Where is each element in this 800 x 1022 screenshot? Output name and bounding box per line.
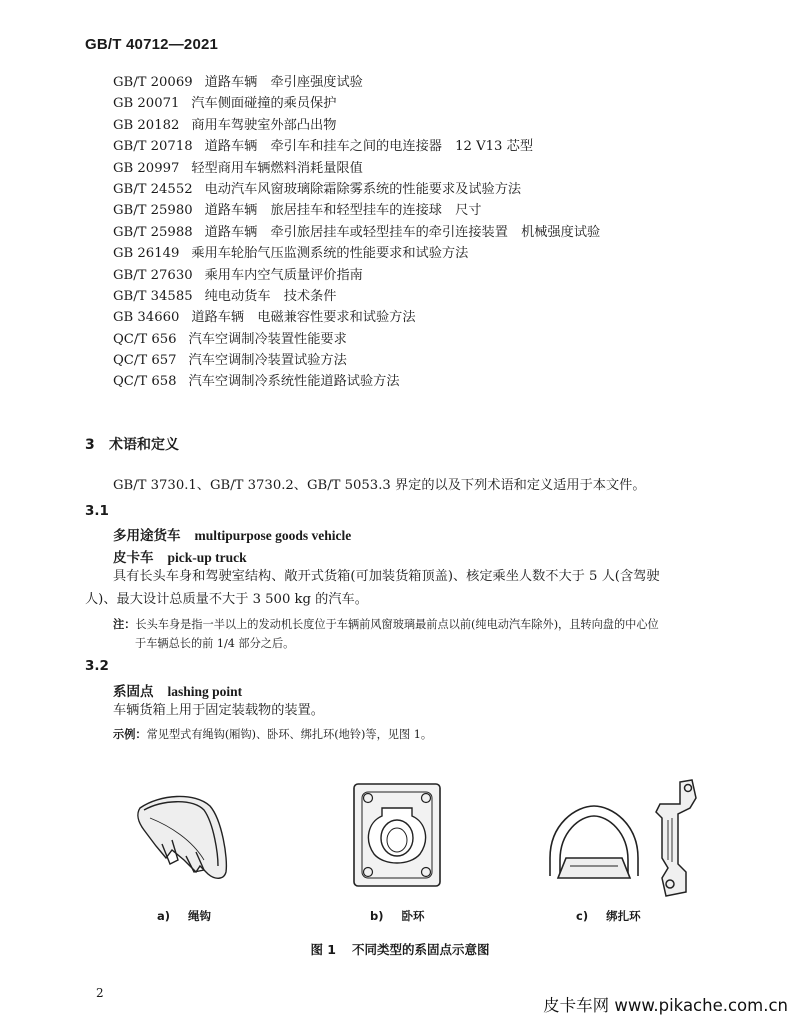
reference-item [113, 222, 733, 243]
alt-term-zh: 皮卡车 [113, 550, 154, 566]
note-text: 长头车身是指一半以上的发动机长度位于车辆前风窗玻璃最前点以前(纯电动汽车除外)，且转向盘的中心位 [135, 618, 659, 631]
definition-line: 车辆货箱上用于固定装载物的装置。 [113, 703, 324, 718]
reference-title: 电动汽车风窗玻璃除霜除雾系统的性能要求及试验方法 [204, 181, 522, 197]
reference-code: GB 26149 [113, 246, 180, 262]
reference-item [113, 307, 733, 328]
reference-title: 道路车辆 牵引车和挂车之间的电连接器 12 V13 芯型 [204, 139, 534, 155]
definition-line: 具有长头车身和驾驶室结构、敞开式货箱(可加装货箱顶盖)、核定乘坐人数不大于 5 人(含驾驶 [113, 569, 660, 584]
reference-title: 道路车辆 电磁兼容性要求和试验方法 [191, 310, 416, 326]
recessed-ring-drawing [354, 784, 440, 886]
reference-item [113, 329, 733, 350]
term-heading [113, 524, 351, 544]
reference-title: 轻型商用车辆燃料消耗量限值 [191, 160, 363, 176]
reference-item [113, 72, 733, 93]
reference-item [113, 158, 733, 179]
subfigure-name: 绳钩 [188, 909, 212, 923]
figure-number: 图 1 [310, 942, 337, 957]
reference-title: 道路车辆 牵引旅居挂车或轻型挂车的牵引连接装置 机械强度试验 [204, 224, 601, 240]
reference-item [113, 243, 733, 264]
reference-title: 汽车空调制冷装置性能要求 [188, 331, 347, 347]
subfigure-letter: b) [370, 909, 384, 923]
reference-code: QC/T 658 [113, 374, 177, 390]
subfigure-name: 绑扎环 [606, 909, 641, 923]
reference-code: QC/T 656 [113, 331, 177, 347]
section-heading [85, 434, 179, 454]
example-label: 示例： [113, 727, 147, 741]
subfigure-name: 卧环 [401, 909, 425, 923]
note-continuation: 于车辆总长的前 1/4 部分之后。 [135, 637, 295, 650]
reference-title: 商用车驾驶室外部凸出物 [191, 117, 337, 133]
term-en: multipurpose goods vehicle [194, 528, 352, 543]
reference-item [113, 136, 733, 157]
reference-code: GB/T 20069 [113, 75, 193, 90]
reference-title: 纯电动货车 技术条件 [204, 288, 337, 304]
reference-code: GB/T 20718 [113, 139, 193, 155]
reference-code: GB/T 25980 [113, 203, 193, 219]
figure-caption-text: 不同类型的系固点示意图 [352, 942, 490, 957]
alt-term-en: pick-up truck [167, 550, 247, 565]
term-zh: 多用途货车 [113, 528, 181, 544]
subfigure-letter: c) [576, 909, 589, 923]
reference-item [113, 265, 733, 286]
normative-reference-list [113, 72, 733, 393]
reference-code: GB 20182 [113, 117, 180, 133]
reference-code: GB 20071 [113, 96, 180, 112]
note [113, 614, 659, 635]
section-number: 3 [85, 437, 95, 453]
reference-code: GB/T 34585 [113, 288, 193, 304]
rope-hook-drawing [138, 796, 226, 878]
site-watermark: 皮卡车网 www.pikache.com.cn [543, 996, 788, 1015]
reference-code: GB/T 24552 [113, 181, 193, 197]
definition-line: 人)、最大设计总质量不大于 3 500 kg 的汽车。 [85, 592, 368, 607]
reference-item [113, 200, 733, 221]
lashing-strap-drawing [656, 780, 696, 896]
reference-item [113, 93, 733, 114]
subfigure-a-label [157, 908, 211, 924]
reference-item [113, 115, 733, 136]
reference-item [113, 286, 733, 307]
reference-code: GB 34660 [113, 310, 180, 326]
reference-title: 汽车侧面碰撞的乘员保护 [191, 96, 337, 112]
reference-title: 乘用车内空气质量评价指南 [204, 267, 363, 283]
reference-code: QC/T 657 [113, 353, 177, 369]
figure-caption [0, 940, 800, 958]
term-en: lashing point [167, 684, 243, 699]
reference-code: GB/T 25988 [113, 224, 193, 240]
d-ring-drawing [550, 806, 638, 878]
example-text: 常见型式有绳钩(厢钩)、卧环、绑扎环(地铃)等，见图 1。 [146, 728, 433, 741]
clause-number: 3.1 [85, 503, 109, 519]
example [113, 724, 432, 745]
alt-term-heading [113, 546, 247, 566]
clause-number: 3.2 [85, 658, 109, 674]
reference-code: GB/T 27630 [113, 267, 193, 283]
subfigure-letter: a) [157, 909, 171, 923]
reference-code: GB 20997 [113, 160, 180, 176]
section-title: 术语和定义 [109, 437, 179, 453]
reference-title: 道路车辆 旅居挂车和轻型挂车的连接球 尺寸 [204, 203, 482, 219]
page-number: 2 [96, 986, 104, 1000]
reference-item [113, 350, 733, 371]
term-zh: 系固点 [113, 684, 154, 700]
reference-item [113, 371, 733, 392]
reference-title: 乘用车轮胎气压监测系统的性能要求和试验方法 [191, 246, 469, 262]
term-heading [113, 680, 242, 700]
subfigure-b-label [370, 908, 425, 924]
reference-title: 道路车辆 牵引座强度试验 [204, 75, 363, 90]
standard-code-header: GB/T 40712—2021 [85, 36, 219, 53]
section-intro: GB/T 3730.1、GB/T 3730.2、GB/T 5053.3 界定的以及下列术语和定义适用于本文件。 [113, 478, 646, 493]
subfigure-c-label [576, 908, 641, 924]
reference-title: 汽车空调制冷系统性能道路试验方法 [188, 374, 400, 390]
reference-item [113, 179, 733, 200]
reference-title: 汽车空调制冷装置试验方法 [188, 353, 347, 369]
note-label: 注： [113, 617, 136, 631]
